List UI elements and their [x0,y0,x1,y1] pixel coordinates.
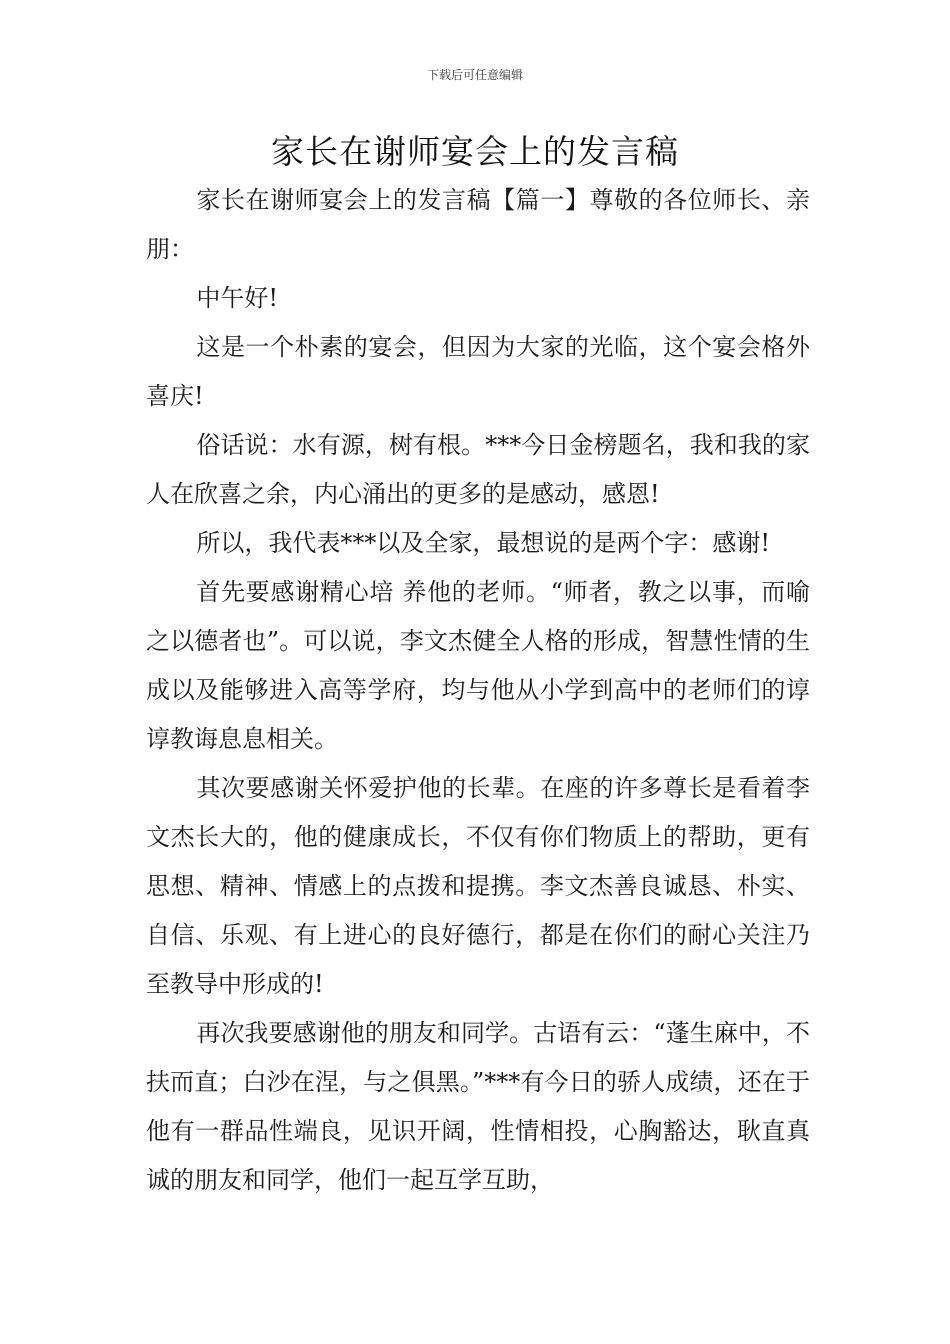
paragraph-7: 其次要感谢关怀爱护他的长辈。在座的许多尊长是看着李文杰长大的，他的健康成长，不仅有你们物质上的帮助，更有思想、精神、情感上的点拨和提携。李文杰善良诚恳、朴实、自信、乐观、有上进心的良好德行，都是在你们的耐心关注乃至教导中形成的! [146,774,810,998]
document-title: 家长在谢师宴会上的发言稿 [271,132,679,171]
paragraph-2: 中午好! [196,284,279,312]
header-note: 下载后可任意编辑 [426,68,523,82]
paragraph-4: 俗话说：水有源，树有根。***今日金榜题名，我和我的家人在欣喜之余，内心涌出的更多的是感动，感恩! [146,431,810,508]
document-body [146,176,810,1205]
paragraph-6: 首先要感谢精心培 养他的老师。“师者，教之以事，而喻之以德者也”。可以说，李文杰健全人格的形成，智慧性情的生成以及能够进入高等学府，均与他从小学到高中的老师们的谆谆教诲息息相关。 [146,578,810,753]
paragraph-3: 这是一个朴素的宴会，但因为大家的光临，这个宴会格外喜庆! [146,333,810,410]
paragraph-1: 家长在谢师宴会上的发言稿【篇一】尊敬的各位师长、亲朋： [146,186,810,263]
paragraph-5: 所以，我代表***以及全家，最想说的是两个字：感谢! [196,529,771,557]
paragraph-8: 再次我要感谢他的朋友和同学。古语有云：“蓬生麻中，不扶而直；白沙在涅，与之俱黑。”***有今日的骄人成绩，还在于他有一群品性端良，见识开阔，性情相投，心胸豁达，耿直真诚的朋友和同学，他们一起互学互助， [146,1019,810,1194]
